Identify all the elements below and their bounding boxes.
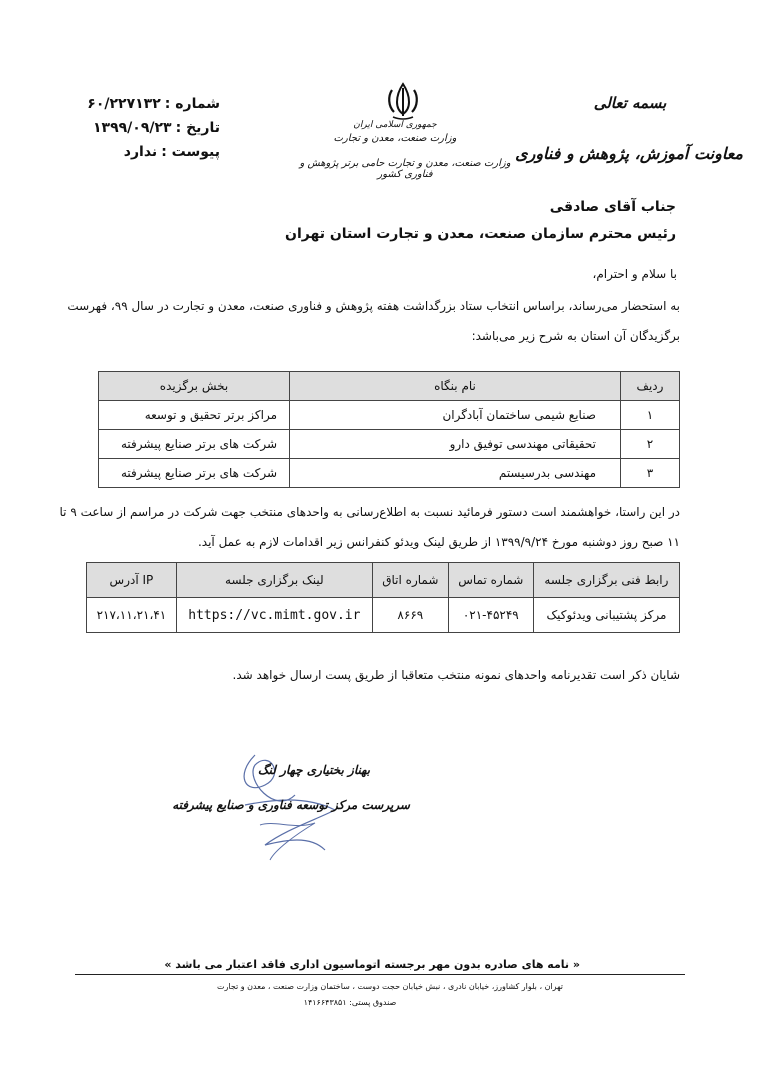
header-room: شماره اتاق	[372, 563, 448, 598]
table-header-row	[87, 563, 680, 598]
table-row	[99, 459, 680, 488]
date-label: تاریخ :	[175, 120, 220, 136]
number-value: ۶۰/۲۲۷۱۳۲	[87, 96, 161, 112]
row-section: مراکز برتر تحقیق و توسعه	[99, 401, 290, 430]
row-company: صنایع شیمی ساختمان آبادگران	[290, 401, 621, 430]
basmala: بسمه تعالی	[593, 94, 667, 112]
row-section: شرکت های برتر صنایع پیشرفته	[99, 459, 290, 488]
iran-emblem-icon	[385, 80, 421, 122]
recipient-name: جناب آقای صادقی	[549, 199, 676, 215]
paragraph-1-line-1: به استحضار می‌رساند، براساس انتخاب ستاد بزرگداشت هفته پژوهش و فناوری صنعت، معدن و تجارت در سال ۹۹، فهرست	[67, 299, 680, 313]
letter-date	[60, 116, 220, 140]
paragraph-2-line-2: ۱۱ صبح روز دوشنبه مورخ ۱۳۹۹/۹/۲۴ از طریق لینک ویدئو کنفرانس زیر اقدامات لازم به عمل آید.	[197, 535, 680, 549]
header-company: نام بنگاه	[290, 372, 621, 401]
letter-attachment	[60, 140, 220, 164]
row-index: ۲	[621, 430, 680, 459]
row-section: شرکت های برتر صنایع پیشرفته	[99, 430, 290, 459]
footer-note: « نامه های صادره بدون مهر برجسته اتوماسیون اداری فاقد اعتبار می باشد »	[164, 958, 580, 971]
deputy-title: معاونت آموزش، پژوهش و فناوری	[515, 144, 743, 163]
number-label: شماره :	[164, 96, 220, 112]
signer-name: بهناز بختیاری چهار لنگ	[257, 763, 370, 777]
paragraph-2-line-1: در این راستا، خواهشمند است دستور فرمائید نسبت به اطلاع‌رسانی به واحدهای منتخب جهت شرکت در مراسم از ساعت ۹ تا	[59, 505, 680, 519]
header-ip: IP آدرس	[87, 563, 177, 598]
paragraph-3: شایان ذکر است تقدیرنامه واحدهای نمونه منتخب متعاقبا از طریق پست ارسال خواهد شد.	[232, 668, 680, 682]
emblem-text-slogan: وزارت صنعت، معدن و تجارت حامی برتر پژوهش و فناوری کشور	[299, 158, 511, 180]
date-value: ۱۳۹۹/۰۹/۲۳	[93, 120, 172, 136]
meeting-ip: ۲۱۷،۱۱،۲۱،۴۱	[87, 598, 177, 633]
row-index: ۳	[621, 459, 680, 488]
meeting-link[interactable]: https://vc.mimt.gov.ir	[176, 598, 372, 633]
header-contact-person: رابط فنی برگزاری جلسه	[533, 563, 679, 598]
footer-divider	[75, 974, 685, 975]
header-phone: شماره تماس	[448, 563, 533, 598]
footer-pobox: صندوق پستی: ۱۴۱۶۶۴۳۸۵۱	[303, 998, 397, 1007]
table-header-row	[99, 372, 680, 401]
row-company: مهندسی بدرسیستم	[290, 459, 621, 488]
attachment-value: ندارد	[123, 144, 158, 160]
meeting-phone: ۰۲۱-۴۵۲۴۹	[448, 598, 533, 633]
header-index: ردیف	[621, 372, 680, 401]
letter-number	[60, 92, 220, 116]
footer-address: تهران ، بلوار کشاورز، خیابان نادری ، نبش خیابان حجت دوست ، ساختمان وزارت صنعت ، معدن و تجارت	[217, 982, 563, 991]
row-index: ۱	[621, 401, 680, 430]
letter-meta	[60, 92, 220, 164]
attachment-label: پیوست :	[161, 144, 220, 160]
emblem-text-ministry: وزارت صنعت، معدن و تجارت	[333, 133, 457, 144]
header-link: لینک برگزاری جلسه	[176, 563, 372, 598]
meeting-contact: مرکز پشتیبانی ویدئوکیک	[533, 598, 679, 633]
header-section: بخش برگزیده	[99, 372, 290, 401]
row-company: تحقیقاتی مهندسی توفیق دارو	[290, 430, 621, 459]
winners-table	[98, 371, 680, 488]
meeting-table	[86, 562, 680, 633]
emblem-text-republic: جمهوری اسلامی ایران	[353, 120, 437, 130]
table-row	[87, 598, 680, 633]
paragraph-1-line-2: برگزیدگان آن استان به شرح زیر می‌باشد:	[471, 329, 680, 343]
table-row	[99, 430, 680, 459]
greeting: با سلام و احترام،	[592, 267, 677, 281]
table-row	[99, 401, 680, 430]
meeting-room: ۸۶۶۹	[372, 598, 448, 633]
recipient-title: رئیس محترم سازمان صنعت، معدن و تجارت استان تهران	[285, 226, 676, 242]
signer-title: سرپرست مرکز توسعه فناوری و صنایع پیشرفته	[172, 798, 410, 812]
